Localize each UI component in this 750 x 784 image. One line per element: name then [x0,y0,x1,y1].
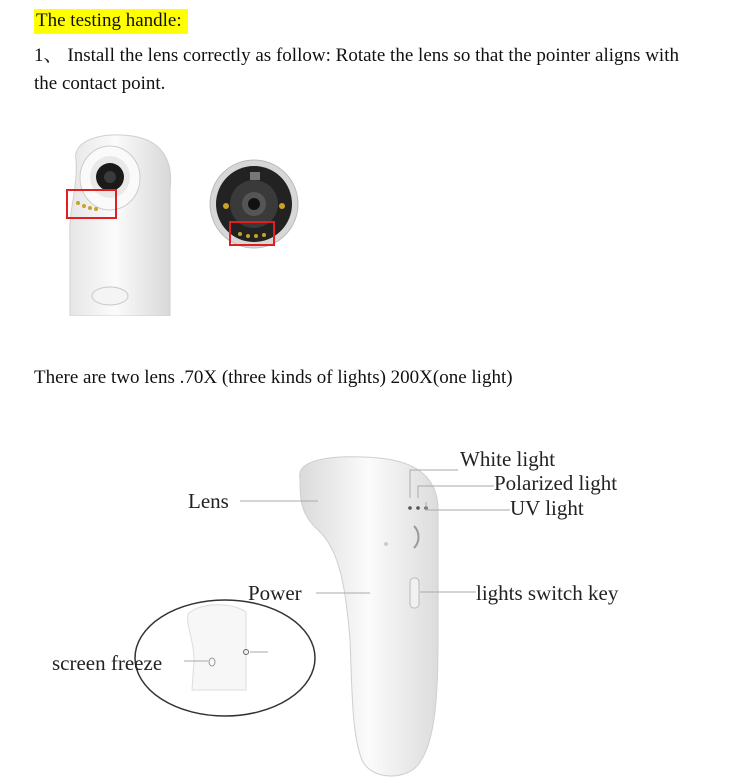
label-screen-freeze: screen freeze [52,651,163,675]
lens-underside-photo [206,158,302,250]
light-dot-1 [408,506,412,510]
lens-types-note: There are two lens .70X (three kinds of lights) 200X(one light) [34,367,513,388]
label-white-light: White light [460,447,556,471]
label-lens: Lens [188,489,229,513]
lens-contact-3 [254,234,258,238]
label-uv-light: UV light [510,496,584,520]
handle-button [92,287,128,305]
step-1-instruction: 1、 Install the lens correctly as follow: Rotate the lens so that the pointer aligns with the contact point. [34,45,679,94]
lights-switch-key [410,578,419,608]
lens-contact-4 [262,233,266,237]
label-polarized-light: Polarized light [494,471,618,495]
section-heading: The testing handle: [34,9,188,34]
device-diagram [0,440,750,784]
contact-point-4 [94,207,98,211]
contact-point-3 [88,206,92,210]
label-lights-switch-key: lights switch key [476,581,619,605]
contact-point-1 [76,201,80,205]
lens-contact-1 [238,232,242,236]
lens-contact-2 [246,234,250,238]
label-power: Power [248,581,302,605]
light-dot-2 [416,506,420,510]
contact-point-2 [82,204,86,208]
device-body [300,457,438,776]
handle-top-photo [62,130,182,316]
